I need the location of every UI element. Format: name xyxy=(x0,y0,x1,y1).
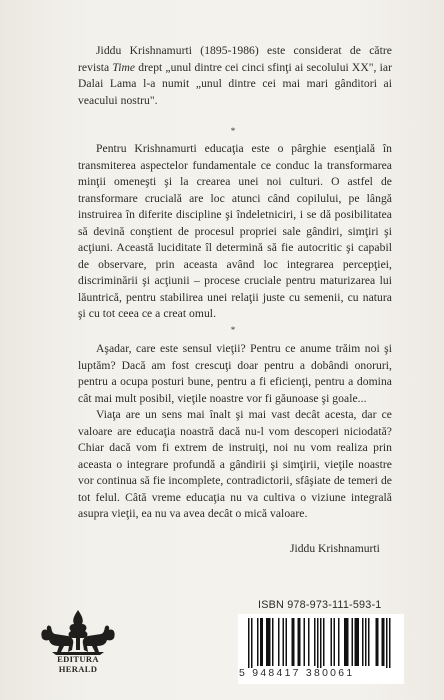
barcode-number: 5 948417 380061 xyxy=(239,668,355,679)
barcode-bar xyxy=(346,618,348,666)
barcode-bar xyxy=(377,618,379,666)
barcode-bar xyxy=(376,618,378,666)
author-intro xyxy=(78,43,392,109)
barcode-bar xyxy=(358,618,360,666)
barcode-bar xyxy=(272,618,274,666)
intro-text-start: Jiddu Krishnamurti (1895-1986) este considerat de către revista xyxy=(78,44,392,74)
isbn-label: ISBN 978-973-111-593-1 xyxy=(258,599,382,611)
barcode-bar xyxy=(383,618,385,666)
education-section xyxy=(78,141,392,323)
magazine-name: Time xyxy=(112,60,136,74)
meaning-paragraph-2: Viaţa are un sens mai înalt şi mai vast decât acesta, dar ce valoare are educaţia noastră dacă nu-l vom descoperi niciodată? Chiar dacă vom fi extrem de instruiţi, noi nu vom realiza prin aceasta o integrare profundă a gândirii şi simţirii, vieţile noastre vor continua să fie incomplete, contradictorii, sfâşiate de temeri de tot felul. Câtă vreme educaţia nu va cultiva o viziune integrală asupra vieţii, ea nu va avea decât o mică valoare. xyxy=(78,408,392,520)
barcode-bar xyxy=(278,618,280,666)
barcode-guard-bar xyxy=(320,618,322,668)
barcode-bar xyxy=(368,618,370,666)
barcode-guard-bar xyxy=(386,618,388,668)
publisher-name xyxy=(40,654,116,674)
section-separator: * xyxy=(230,325,236,335)
barcode-bar xyxy=(347,618,349,666)
barcode-bar xyxy=(362,618,364,666)
barcode-bar xyxy=(338,618,340,666)
publisher-line-1: EDITURA xyxy=(57,654,99,664)
barcode-bar xyxy=(323,618,325,666)
barcode-bar xyxy=(344,618,346,666)
barcode-bar xyxy=(382,618,384,666)
barcode-guard-bar xyxy=(389,618,391,668)
barcode-bar xyxy=(298,618,300,666)
barcode-bar xyxy=(331,618,333,666)
barcode-guard-bar xyxy=(251,618,253,668)
publisher-line-2: HERALD xyxy=(58,664,98,674)
barcode-bar xyxy=(308,618,310,666)
education-paragraph: Pentru Krishnamurti educaţia este o pârghie esenţială în transmiterea aspectelor fundamentale ce conduc la transformarea minţii omeneşti şi la crearea unei noi culturi. O astfel de transformare crucială are loc atunci când copilului, pe lângă instruirea în diferite discipline şi îndeletniciri, i se dă posibilitatea să devină conştient de procesul propriei sale gândiri, simţiri şi acţiuni. Această luciditate îl determină să fie autocritic şi capabil de observare, prin aceasta având loc integrarea percepţiei, discriminării şi acţiunii – procese cruciale pentru maturizarea lui lăuntrică, pentru stabilirea unei relaţii juste cu semenii, cu natura şi cu tot ceea ce a creat omul. xyxy=(78,142,392,320)
barcode-bar xyxy=(334,618,336,666)
barcode-bar xyxy=(260,618,262,666)
barcode-bar xyxy=(292,618,294,666)
barcode xyxy=(238,614,404,668)
barcode-bar xyxy=(269,618,271,666)
barcode-bar xyxy=(266,618,268,666)
barcode-bar xyxy=(262,618,264,666)
barcode-bar xyxy=(352,618,354,666)
meaning-paragraph-1: Aşadar, care este sensul vieţii? Pentru ce anume trăim noi şi luptăm? Dacă am fost crescuţi doar pentru a dobândi onoruri, pentru a ocupa posturi bune, pentru a fi eficienţi, pentru a domina cât mai mult posibil, vieţile noastre vor fi găunoase şi goale... xyxy=(78,342,392,405)
barcode-bar xyxy=(283,618,285,666)
twin-goats-tree-logo-icon xyxy=(28,602,128,692)
barcode-bar xyxy=(365,618,367,666)
meaning-section xyxy=(78,341,392,523)
barcode-bar xyxy=(314,618,316,666)
barcode-bar xyxy=(257,618,259,666)
barcode-bar xyxy=(356,618,358,666)
barcode-bar xyxy=(355,618,357,666)
barcode-bar xyxy=(268,618,270,666)
author-signature: Jiddu Krishnamurti xyxy=(290,542,380,555)
barcode-bar xyxy=(293,618,295,666)
intro-text-end: drept „unul dintre cei cinci sfinţi ai secolului XX", iar Dalai Lama l-a numit „unul dintre cei mai mari gânditori ai veacului nostru". xyxy=(78,60,392,107)
barcode-guard-bar xyxy=(248,618,250,668)
barcode-bar xyxy=(299,618,301,666)
barcode-bar xyxy=(286,618,288,666)
section-separator: * xyxy=(230,126,236,136)
barcode-guard-bar xyxy=(317,618,319,668)
barcode-bar xyxy=(304,618,306,666)
